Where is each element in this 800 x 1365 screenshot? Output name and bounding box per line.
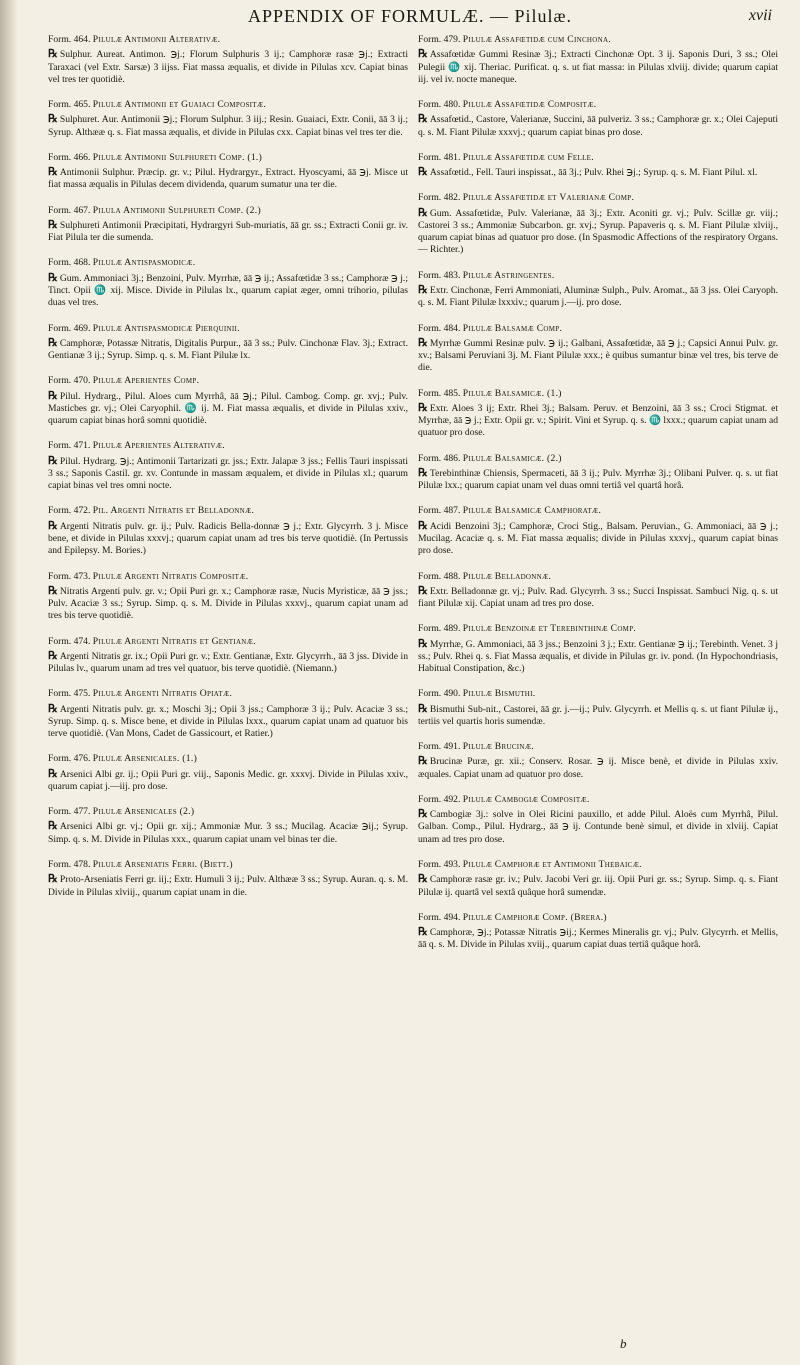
formula-entry [48,636,408,676]
formula-heading [48,152,408,164]
formula-number: Form. 490. [418,688,461,700]
recipe-icon: ℞ [48,649,58,662]
formula-entry [418,270,778,310]
formula-body [48,767,408,794]
formula-text: Extr. Aloes 3 ij; Extr. Rhei 3j.; Balsam. Peruv. et Benzoini, āā 3 ss.; Croci Stigmat. et Myrrhæ, āā ℈ j.; Extr. Opii gr. v.; Spirit. Vini et Syrup. q. s. ♏ lxxx.; quarum capiat unam ad quatuor pro dose. [418,402,778,439]
formula-heading [48,806,408,818]
formula-name: Pilulæ Antimonii Alterativæ. [92,34,221,45]
formula-text: Arsenici Albi gr. vj.; Opii gr. xij.; Ammoniæ Mur. 3 ss.; Mucilag. Acaciæ ℈ij.; Syrup. Simp. q. s. M. Divide in Pilulas xxx., quarum capiat unam vel binas ter die. [48,821,408,845]
formula-text: Argenti Nitratis pulv. gr. x.; Moschi 3j.; Opii 3 jss.; Camphoræ 3 ij.; Pulv. Acaciæ 3 ss.; Syrup. Simp. q. s. Misce bene, et divide in Pilulas lxxx., quarum capiat unam ad quatuor bis terve quotidiè. (Van Mons, Cadet de Gassicourt, et Ratier.) [48,703,408,740]
formula-entry [418,623,778,675]
formula-text: Sulphureti Antimonii Præcipitati, Hydrargyri Sub-muriatis, āā gr. ss.; Extracti Conii gr. iv. Fiat Pilula ter die sumenda. [48,219,408,244]
formula-number: Form. 479. [418,34,461,45]
formula-name: Pilulæ Aperientes Alterativæ. [92,440,225,452]
formula-body [418,165,778,179]
formula-body [418,807,778,846]
formula-body [418,112,778,139]
formula-text: Argenti Nitratis pulv. gr. ij.; Pulv. Radicis Bella-donnæ ℈ j.; Extr. Glycyrrh. 3 j. Misce bene, et divide in Pilulas xxxvj.; quarum capiat unam ad tres bis terve quotidiè. (In Pertussis and Epilepsy. M. Bories.) [48,520,408,557]
formula-number: Form. 469. [48,322,91,334]
formula-text: Arsenici Albi gr. ij.; Opii Puri gr. viij., Saponis Medic. gr. xxxvj. Divide in Pilulas xxiv., quarum capiat j.—iij. pro dose. [48,768,408,792]
binding-shadow [0,0,18,1365]
formula-name: Pilulæ Benzoinæ et Terebinthinæ Comp. [462,623,637,635]
formula-number: Form. 482. [418,192,461,204]
formula-body [418,401,778,440]
formula-entry [418,794,778,846]
formula-heading [418,571,778,583]
formula-name: Pilulæ Assafœtidæ et Valerianæ Comp. [462,192,635,204]
recipe-icon: ℞ [48,873,58,886]
formula-entry [418,912,778,952]
formula-heading [48,859,408,871]
formula-entry [418,323,778,375]
formula-heading [48,688,408,700]
formula-heading [48,440,408,452]
formula-name: Pilulæ Balsamicæ Camphoratæ. [462,505,602,517]
formula-body [48,454,408,493]
formula-body [418,47,778,86]
formula-name: Pilulæ Belladonnæ. [462,570,552,582]
formula-text: Bismuthi Sub-nit., Castorei, āā gr. j.—ij.; Pulv. Glycyrrh. et Mellis q. s. ut fiant Pilulæ ij., tertiis vel quartis horis sumendæ. [418,703,778,727]
formula-text: Myrrhæ Gummi Resinæ pulv. ℈ ij.; Galbani, Assafœtidæ, āā ℈ j.; Capsici Annui Pulv. gr. xv.; Balsami Peruviani 3j. M. Fiant Pilulæ xxx.; è quibus sumantur binæ vel tres, bis terve de die. [418,337,778,374]
formula-name: Pilulæ Arsenicales (2.) [92,806,195,818]
formula-text: Gum. Ammoniaci 3j.; Benzoini, Pulv. Myrrhæ, āā ℈ ij.; Assafœtidæ 3 ss.; Camphoræ ℈ j.; Tinct. Opii ♏ xij. Misce. Divide in Pilulas lx., quarum capiat æger, omni trihorio, pilulas duas vel tres. [48,272,408,309]
formula-text: Gum. Assafœtidæ, Pulv. Valerianæ, āā 3j.; Extr. Aconiti gr. vj.; Pulv. Scillæ gr. viij.; Castorei 3 ss.; Ammoniæ Subcarbon. gr. xvj.; Syrup. Papaveris q. s. M. Fiant Pilulæ xlviij., quarum capiat binas ad quatuor pro dose. (In Spasmodic Affections of the respiratory Organs. — Richter.) [418,207,778,256]
formula-body [48,389,408,428]
formula-number: Form. 480. [418,99,461,111]
formula-name: Pilula Antimonii Sulphureti Comp. (2.) [92,204,261,216]
formula-heading [418,912,778,924]
recipe-icon: ℞ [418,166,428,179]
formula-entry [418,152,778,180]
recipe-icon: ℞ [48,584,58,597]
formula-entry [48,688,408,740]
formula-text: Camphoræ, ℈j.; Potassæ Nitratis ℈ij.; Kermes Mineralis gr. vj.; Pulv. Glycyrrh. et Mellis, āā q. s. M. Divide in Pilulas xviij., quarum capiat duas tertiâ quâque horâ. [418,927,778,951]
formula-heading [418,453,778,465]
recipe-icon: ℞ [418,637,428,650]
formula-number: Form. 488. [418,570,461,582]
formula-name: Pilulæ Cambogiæ Compositæ. [462,793,590,805]
formula-text: Assafœtid., Castore, Valerianæ, Succini, āā pulveriz. 3 ss.; Camphoræ gr. x.; Olei Cajeputi q. s. M. Fiant Pilulæ xxxvj.; quarum capiat binas pro dose. [418,114,778,138]
formula-heading [418,794,778,806]
formula-text: Sulphuret. Aur. Antimonii ℈j.; Florum Sulphur. 3 iij.; Resin. Guaiaci, Extr. Conii, āā 3 ij.; Syrup. Althææ q. s. Fiat massa æqualis, et divide in Pilulas cxx. Capiat binas vel tres ter die. [48,114,408,138]
formula-entry [48,375,408,427]
formula-name: Pilulæ Astringentes. [462,269,555,281]
formula-heading [48,505,408,517]
formula-entry [48,152,408,192]
recipe-icon: ℞ [48,166,58,179]
formula-number: Form. 476. [48,753,91,765]
formula-text: Antimonii Sulphur. Præcip. gr. v.; Pilul. Hydrargyr., Extract. Hyoscyami, āā ℈j. Misce ut fiat massa æqualis in Pilulas decem dividenda, quarum sumatur una ter die. [48,167,408,191]
recipe-icon: ℞ [48,389,58,402]
formula-number: Form. 465. [48,99,91,111]
formula-name: Pilulæ Antispasmodicæ Pierquinii. [92,322,240,334]
formula-name: Pil. Argenti Nitratis et Belladonnæ. [92,505,255,517]
formula-number: Form. 470. [48,375,91,387]
formula-number: Form. 491. [418,741,461,753]
recipe-icon: ℞ [418,466,428,479]
formula-text: Acidi Benzoini 3j.; Camphoræ, Croci Stig., Balsam. Peruvian., G. Ammoniaci, āā ℈ j.; Mucilag. Acaciæ q. s. M. Fiat massa æqualis; divide in Pilulas xxxvj., quarum capiat binas pro dose. [418,520,778,557]
recipe-icon: ℞ [418,808,428,821]
formula-heading [48,205,408,217]
formula-number: Form. 468. [48,257,91,269]
formula-name: Pilulæ Bismuthi. [462,688,536,700]
recipe-icon: ℞ [418,519,428,532]
formula-entry [418,34,778,86]
formula-text: Brucinæ Puræ, gr. xii.; Conserv. Rosar. ℈ ij. Misce benè, et divide in Pilulas xxiv. æquales. Capiat unam ad quatuor pro dose. [418,756,778,780]
formula-heading [418,623,778,635]
formula-body [418,637,778,676]
formula-number: Form. 473. [48,570,91,582]
formula-number: Form. 485. [418,387,461,399]
formula-heading [48,375,408,387]
recipe-icon: ℞ [418,755,428,768]
formula-text: Camphoræ rasæ gr. iv.; Pulv. Jacobi Veri gr. iij. Opii Puri gr. ss.; Syrup. Simp. q. s. Fiant Pilulæ ij. quartâ vel sextâ quâque horâ sumendæ. [418,874,778,898]
formula-body [48,649,408,676]
formula-number: Form. 489. [418,623,461,635]
formula-entry [418,859,778,899]
formula-name: Pilulæ Brucinæ. [462,741,534,753]
formula-entry [418,453,778,493]
formula-heading [418,505,778,517]
formula-text: Assafœtidæ Gummi Resinæ 3j.; Extracti Cinchonæ Opt. 3 ij. Saponis Duri, 3 ss.; Olei Pulegii ♏ xij. Theriac. Purificat. q. s. ut fiat massa: in Pilulas xlviij. divide; quarum capiat iij. vel iv. nocte maneque. [418,49,778,85]
recipe-icon: ℞ [48,271,58,284]
formula-name: Pilulæ Arsenicales. (1.) [92,753,198,765]
formula-body [48,519,408,558]
formula-number: Form. 467. [48,204,91,216]
formula-number: Form. 477. [48,806,91,818]
formula-heading [418,688,778,700]
formula-body [48,271,408,310]
formula-name: Pilulæ Antimonii Sulphureti Comp. (1.) [92,151,263,163]
formula-entry [418,505,778,557]
formula-entry [48,505,408,557]
formula-body [418,466,778,493]
formula-heading [48,571,408,583]
formula-number: Form. 484. [418,322,461,334]
formula-body [418,702,778,729]
formula-entry [48,571,408,623]
formula-text: Camphoræ, Potassæ Nitratis, Digitalis Purpur., āā 3 ss.; Pulv. Cinchonæ Flav. 3j.; Extract. Gentianæ 3 ij.; Syrup. Simp. q. s. M. Fiant Pilulæ lx. [48,337,408,362]
formula-entry [418,99,778,139]
recipe-icon: ℞ [418,401,428,414]
formula-number: Form. 478. [48,859,91,871]
formula-entry [48,257,408,309]
recipe-icon: ℞ [418,283,428,296]
recipe-icon: ℞ [418,113,428,126]
formula-entry [418,741,778,781]
formula-body [48,819,408,846]
formula-body [418,872,778,899]
recipe-icon: ℞ [48,702,58,715]
recipe-icon: ℞ [418,926,428,939]
formula-text: Pilul. Hydrarg. ℈j.; Antimonii Tartarizati gr. jss.; Extr. Jalapæ 3 jss.; Fellis Tauri inspissati 3 ss.; Saponis Castil. gr. xv. Contunde in massam æqualem, et divide in Pilulas xl.; quarum capiat binas vel tres omni nocte. [48,455,408,492]
formula-text: Myrrhæ, G. Ammoniaci, āā 3 jss.; Benzoini 3 j.; Extr. Gentianæ ℈ ij.; Terebinth. Venet. 3 j ss.; Pulv. Rhei q. s. Fiat Massa æqualis, et divide in Pilulas gr. iv. pond. (In Hypochondriasis, Habitual Constipation, &c.) [418,638,778,675]
formula-name: Pilulæ Antispasmodicæ. [92,257,196,269]
formula-name: Pilulæ Balsamicæ. (2.) [462,452,562,464]
recipe-icon: ℞ [48,767,58,780]
formula-number: Form. 464. [48,34,91,45]
signature-mark: b [620,1336,627,1351]
left-column [48,34,408,912]
formula-number: Form. 466. [48,151,91,163]
formula-text: Extr. Cinchonæ, Ferri Ammoniati, Aluminæ Sulph., Pulv. Aromat., āā 3 jss. Olei Caryoph. q. s. M. Fiant Pilulæ lxxxiv.; quarum j.—ij. pro dose. [418,284,778,309]
formula-body [48,584,408,623]
formula-heading [48,323,408,335]
formula-number: Form. 487. [418,505,461,517]
formula-text: Terebinthinæ Chiensis, Spermaceti, āā 3 ij.; Pulv. Myrrhæ 3j.; Olibani Pulver. q. s. ut fiat Pilulæ lxx.; quarum capiat unam vel duas omni tertiâ vel quartâ horâ. [418,467,778,492]
formula-heading [418,34,778,46]
formula-text: Cambogiæ 3j.: solve in Olei Ricini pauxillo, et adde Pilul. Aloës cum Myrrhâ, Pilul. Galban. Comp., Pilul. Hydrarg., āā ℈ ij. Contunde benè simul, et divide in xlviij. Capiat unam ad tres pro dose. [418,809,778,845]
formula-name: Pilulæ Assafœtidæ cum Felle. [462,151,594,163]
recipe-icon: ℞ [48,519,58,532]
formula-text: Extr. Belladonnæ gr. vj.; Pulv. Rad. Glycyrrh. 3 ss.; Succi Inspissat. Sambuci Nig. q. s. ut fiant Pilulæ xij. Capiat unam ad tres pro dose. [418,585,778,610]
recipe-icon: ℞ [418,336,428,349]
recipe-icon: ℞ [418,873,428,886]
formula-entry [418,571,778,611]
formula-name: Pilulæ Camphoræ et Antimonii Thebaicæ. [462,859,642,871]
recipe-icon: ℞ [418,584,428,597]
formula-entry [418,388,778,440]
formula-heading [418,192,778,204]
formula-heading [418,99,778,111]
recipe-icon: ℞ [48,218,58,231]
recipe-icon: ℞ [48,336,58,349]
formula-text: Pilul. Hydrarg., Pilul. Aloes cum Myrrhâ, āā ℈j.; Pilul. Cambog. Comp. gr. xvj.; Pulv. Masticbes gr. vj.; Olei Caryophil. ♏ ij. M. Fiat massa æqualis, et divide in Pilulas xxiv., quarum capiat binas horâ somni quotidiè. [48,390,408,427]
formula-text: Nitratis Argenti pulv. gr. v.; Opii Puri gr. x.; Camphoræ rasæ, Nucis Myristicæ, āā ℈ jss.; Pulv. Acaciæ 3 ss.; Syrup. Simp. q. s. M. Divide in Pilulas xxxvj., quarum capiat unam ad tres bis terve quotidiè. [48,585,408,622]
formula-body [48,702,408,741]
formula-number: Form. 472. [48,505,91,517]
formula-entry [48,205,408,245]
recipe-icon: ℞ [48,48,58,61]
formula-number: Form. 486. [418,452,461,464]
formula-heading [48,99,408,111]
formula-number: Form. 493. [418,859,461,871]
formula-entry [48,753,408,793]
formula-heading [48,636,408,648]
running-head [40,6,780,30]
formula-name: Pilulæ Assafœtidæ Compositæ. [462,99,597,111]
recipe-icon: ℞ [418,206,428,219]
formula-number: Form. 494. [418,911,461,923]
recipe-icon: ℞ [48,113,58,126]
formula-body [418,584,778,611]
recipe-icon: ℞ [418,48,428,61]
formula-body [48,165,408,192]
page-title: APPENDIX OF FORMULÆ. — Pilulæ. [247,6,573,26]
formula-heading [418,741,778,753]
formula-heading [48,753,408,765]
formula-entry [418,688,778,728]
formula-heading [418,859,778,871]
formula-heading [48,34,408,46]
formula-body [48,218,408,245]
formula-body [418,206,778,257]
formula-heading [418,323,778,335]
formula-name: Pilulæ Argenti Nitratis Compositæ. [92,570,249,582]
formula-entry [48,440,408,492]
formula-text: Proto-Arseniatis Ferri gr. iij.; Extr. Humuli 3 ij.; Pulv. Althææ 3 ss.; Syrup. Auran. q. s. M. Divide in Pilulas xlviij., quarum capiat unam in die. [48,874,408,898]
formula-name: Pilulæ Arseniatis Ferri. (Biett.) [92,859,233,871]
formula-number: Form. 492. [418,793,461,805]
formula-name: Pilulæ Antimonii et Guaiaci Compositæ. [92,99,267,111]
formula-number: Form. 475. [48,688,91,700]
right-column [418,34,778,965]
formula-name: Pilulæ Assafœtidæ cum Cinchona. [462,34,612,45]
formula-entry [48,806,408,846]
formula-name: Pilulæ Balsamæ Comp. [462,322,563,334]
formula-text: Argenti Nitratis gr. ix.; Opii Puri gr. v.; Extr. Gentianæ, Extr. Glycyrrh., āā 3 jss. Divide in Pilulas lv., quarum unam ad tres vel quatuor, bis terve quotidiè. (Niemann.) [48,650,408,675]
formula-body [48,872,408,899]
formula-entry [48,99,408,139]
formula-name: Pilulæ Argenti Nitratis et Gentianæ. [92,635,256,647]
formula-heading [418,388,778,400]
formula-entry [48,859,408,899]
formula-name: Pilulæ Balsamicæ. (1.) [462,387,562,399]
formula-body [48,47,408,86]
recipe-icon: ℞ [48,820,58,833]
formula-number: Form. 481. [418,151,461,163]
formula-body [418,336,778,375]
formula-heading [48,257,408,269]
formula-entry [48,34,408,86]
formula-body [48,336,408,363]
formula-name: Pilulæ Argenti Nitratis Opiatæ. [92,688,233,700]
formula-body [418,754,778,781]
recipe-icon: ℞ [418,702,428,715]
recipe-icon: ℞ [48,454,58,467]
formula-number: Form. 471. [48,440,91,452]
formula-body [418,925,778,952]
formula-body [418,283,778,310]
formula-number: Form. 474. [48,635,91,647]
formula-body [418,519,778,558]
formula-entry [418,192,778,256]
formula-heading [418,270,778,282]
page-number: xvii [748,7,772,24]
formula-name: Pilulæ Aperientes Comp. [92,375,200,387]
formula-text: Assafœtid., Fell. Tauri inspissat., āā 3j.; Pulv. Rhei ℈j.; Syrup. q. s. M. Fiant Pilul. xl. [429,167,758,179]
formula-body [48,112,408,139]
formula-number: Form. 483. [418,269,461,281]
formula-name: Pilulæ Camphoræ Comp. (Brera.) [462,911,607,923]
formula-entry [48,323,408,363]
formula-text: Sulphur. Aureat. Antimon. ℈j.; Florum Sulphuris 3 ij.; Camphoræ rasæ ℈j.; Extracti Taraxaci (vel Extr. Sarsæ) 3 iijss. Fiat massa æqualis, et divide in Pilulas xcv. Capiat binas vel tres ter quotidiè. [48,49,408,85]
formula-heading [418,152,778,164]
